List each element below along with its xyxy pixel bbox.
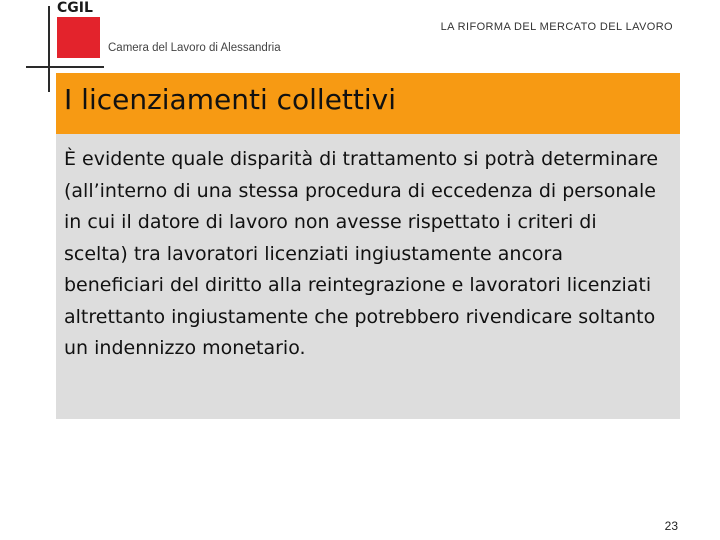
cgil-logo — [57, 0, 100, 58]
logo-red-block — [57, 17, 100, 58]
section-header: LA RIFORMA DEL MERCATO DEL LAVORO — [440, 21, 673, 33]
decorative-horizontal-line — [26, 66, 104, 68]
title-bar — [56, 73, 680, 134]
page-number: 23 — [664, 519, 678, 533]
decorative-vertical-line — [48, 6, 50, 92]
logo-text: CGIL — [57, 0, 93, 16]
body-text: È evidente quale disparità di trattamento si potrà determinare (all’interno di una stessa procedura di eccedenza di personale in cui il datore di lavoro non avesse rispettato i criteri di scelta) tra lavoratori licenziati ingiustamente ancora beneficiari del diritto alla reintegrazione e lavoratori licenziati altrettanto ingiustamente che potrebbero rivendicare soltanto un indennizzo monetario. — [64, 148, 659, 359]
slide-title: I licenziamenti collettivi — [64, 83, 397, 116]
organization-name: Camera del Lavoro di Alessandria — [108, 42, 281, 54]
content-box — [56, 134, 680, 419]
